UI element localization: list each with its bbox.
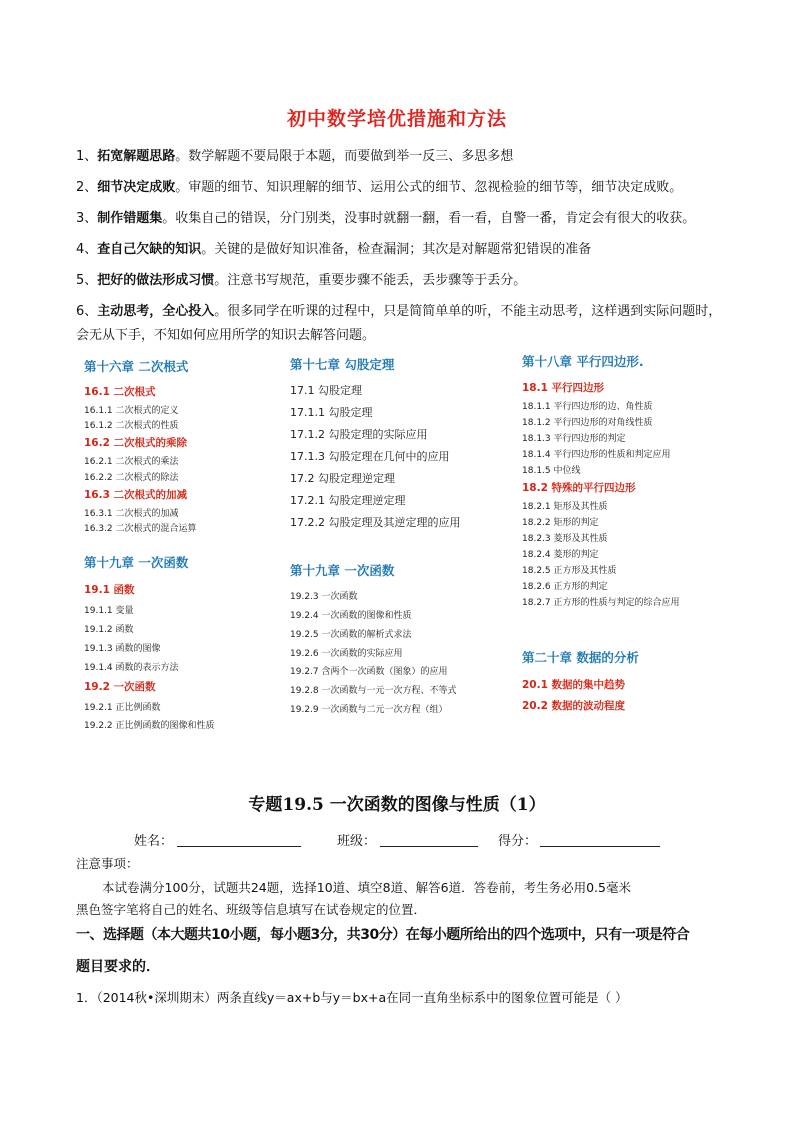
subsection-19-2-4: 19.2.4 一次函数的图像和性质 — [290, 611, 412, 621]
subsection-18-1-5: 18.1.5 中位线 — [522, 466, 581, 476]
tip-5 — [76, 269, 726, 293]
subsection-17-1-3: 17.1.3 勾股定理在几何中的应用 — [290, 450, 450, 463]
subsection-18-2-6: 18.2.6 正方形的判定 — [522, 582, 608, 592]
score-field[interactable] — [540, 830, 660, 847]
tip-text: 。数学解题不要局限于本题，而要做到举一反三、多思多想 — [175, 149, 514, 164]
part-one-heading: 一、选择题（本大题共10小题，每小题3分，共30分）在每小题所给出的四个选项中，只有一项是符合 — [76, 927, 690, 943]
subsection-17-1-2: 17.1.2 勾股定理的实际应用 — [290, 428, 428, 441]
chapter-20-title: 第二十章 数据的分析 — [522, 650, 639, 665]
section-17-2: 17.2 勾股定理逆定理 — [290, 472, 395, 485]
tip-1 — [76, 145, 726, 169]
exam-title: 专题19.5 一次函数的图像与性质（1） — [248, 795, 546, 815]
notice-line-1: 本试卷满分100分，试题共24题，选择10道、填空8道、解答6道．答卷前，考生务必用0.5毫米 — [102, 880, 631, 895]
subsection-17-1-1: 17.1.1 勾股定理 — [290, 406, 373, 419]
section-19-1: 19.1 函数 — [84, 584, 135, 596]
tip-heading: 查自己欠缺的知识 — [97, 242, 202, 257]
subsection-18-1-4: 18.1.4 平行四边形的性质和判定应用 — [522, 450, 671, 460]
subsection-19-2-2: 19.2.2 正比例函数的图像和性质 — [84, 721, 215, 731]
tip-text: 。很多同学在听课的过程中，只是简简单单的听，不能主动思考，这样遇到实际问题时，会无从下手，不知如何应用所学的知识去解答问题。 — [76, 304, 722, 343]
subsection-19-2-3: 19.2.3 一次函数 — [290, 592, 358, 602]
subsection-18-2-7: 18.2.7 正方形的性质与判定的综合应用 — [522, 598, 680, 608]
tip-number: 1、 — [76, 149, 98, 164]
name-field[interactable] — [177, 830, 301, 847]
section-16-3: 16.3 二次根式的加减 — [84, 489, 188, 501]
subsection-19-2-9: 19.2.9 一次函数与二元一次方程（组） — [290, 705, 448, 715]
subsection-19-1-2: 19.1.2 函数 — [84, 625, 134, 635]
subsection-16-1-2: 16.1.2 二次根式的性质 — [84, 421, 179, 431]
page-title: 初中数学培优措施和方法 — [286, 108, 507, 130]
subsection-19-1-1: 19.1.1 变量 — [84, 606, 134, 616]
section-20-1: 20.1 数据的集中趋势 — [522, 679, 626, 691]
subsection-18-2-2: 18.2.2 矩形的判定 — [522, 518, 599, 528]
tip-number: 5、 — [76, 273, 98, 288]
subsection-16-1-1: 16.1.1 二次根式的定义 — [84, 406, 179, 416]
section-16-2: 16.2 二次根式的乘除 — [84, 437, 188, 449]
score-label: 得分： — [498, 834, 538, 849]
tip-3 — [76, 207, 726, 231]
section-16-1: 16.1 二次根式 — [84, 386, 156, 398]
subsection-17-2-2: 17.2.2 勾股定理及其逆定理的应用 — [290, 516, 461, 529]
chapter-19-cont-title: 第十九章 一次函数 — [290, 563, 395, 578]
subsection-16-3-2: 16.3.2 二次根式的混合运算 — [84, 524, 197, 534]
subsection-18-2-3: 18.2.3 菱形及其性质 — [522, 534, 608, 544]
class-label: 班级： — [337, 834, 377, 849]
tip-number: 3、 — [76, 211, 98, 226]
subsection-18-2-1: 18.2.1 矩形及其性质 — [522, 502, 608, 512]
section-18-2: 18.2 特殊的平行四边形 — [522, 482, 636, 494]
tip-text: 。收集自己的错误，分门别类，没事时就翻一翻，看一看，自警一番，肯定会有很大的收获。 — [162, 211, 696, 226]
subsection-18-1-2: 18.1.2 平行四边形的对角线性质 — [522, 418, 653, 428]
tip-heading: 拓宽解题思路 — [97, 149, 176, 164]
tip-2 — [76, 176, 726, 200]
tip-text: 。注意书写规范，重要步骤不能丢，丢步骤等于丢分。 — [214, 273, 527, 288]
subsection-19-2-8: 19.2.8 一次函数与一元一次方程、不等式 — [290, 686, 457, 696]
chapter-19-title: 第十九章 一次函数 — [84, 555, 189, 570]
section-18-1: 18.1 平行四边形 — [522, 382, 605, 394]
subsection-16-2-2: 16.2.2 二次根式的除法 — [84, 473, 179, 483]
tip-text: 。关键的是做好知识准备，检查漏洞；其次是对解题常犯错误的准备 — [201, 242, 592, 257]
tip-number: 4、 — [76, 242, 98, 257]
subsection-18-1-1: 18.1.1 平行四边形的边、角性质 — [522, 402, 653, 412]
subsection-19-2-7: 19.2.7 含两个一次函数（图象）的应用 — [290, 667, 448, 677]
subsection-16-2-1: 16.2.1 二次根式的乘法 — [84, 457, 179, 467]
subsection-19-1-4: 19.1.4 函数的表示方法 — [84, 663, 179, 673]
tip-heading: 细节决定成败 — [97, 180, 176, 195]
part-one-heading-cont: 题目要求的． — [76, 959, 160, 975]
tip-text: 。审题的细节、知识理解的细节、运用公式的细节、忽视检验的细节等，细节决定成败。 — [175, 180, 683, 195]
subsection-19-2-5: 19.2.5 一次函数的解析式求法 — [290, 630, 412, 640]
subsection-18-2-4: 18.2.4 菱形的判定 — [522, 550, 599, 560]
section-17-1: 17.1 勾股定理 — [290, 384, 362, 397]
tip-4 — [76, 238, 726, 262]
subsection-16-3-1: 16.3.1 二次根式的加减 — [84, 509, 179, 519]
chapter-16-title: 第十六章 二次根式 — [84, 359, 189, 374]
section-19-2: 19.2 一次函数 — [84, 681, 156, 693]
tip-heading: 把好的做法形成习惯 — [97, 273, 215, 288]
notice-label: 注意事项： — [76, 856, 139, 871]
chapter-17-title: 第十七章 勾股定理 — [290, 357, 395, 372]
notice-line-2: 黑色签字笔将自己的姓名、班级等信息填写在试卷规定的位置． — [76, 902, 427, 917]
section-20-2: 20.2 数据的波动程度 — [522, 700, 626, 712]
tip-heading: 主动思考，全心投入 — [97, 304, 215, 319]
name-label: 姓名： — [134, 834, 174, 849]
chapter-18-title: 第十八章 平行四边形. — [522, 354, 644, 369]
subsection-18-2-5: 18.2.5 正方形及其性质 — [522, 566, 617, 576]
tip-number: 6、 — [76, 304, 98, 319]
tip-6 — [76, 300, 726, 348]
subsection-19-1-3: 19.1.3 函数的图像 — [84, 644, 161, 654]
tip-number: 2、 — [76, 180, 98, 195]
class-field[interactable] — [380, 830, 478, 847]
tip-heading: 制作错题集 — [97, 211, 163, 226]
question-1: 1．（2014秋•深圳期末）两条直线y＝ax+b与y＝bx+a在同一直角坐标系中的图象位置可能是（ ） — [76, 990, 628, 1005]
subsection-17-2-1: 17.2.1 勾股定理逆定理 — [290, 494, 406, 507]
subsection-19-2-1: 19.2.1 正比例函数 — [84, 703, 161, 713]
subsection-18-1-3: 18.1.3 平行四边形的判定 — [522, 434, 626, 444]
subsection-19-2-6: 19.2.6 一次函数的实际应用 — [290, 649, 403, 659]
